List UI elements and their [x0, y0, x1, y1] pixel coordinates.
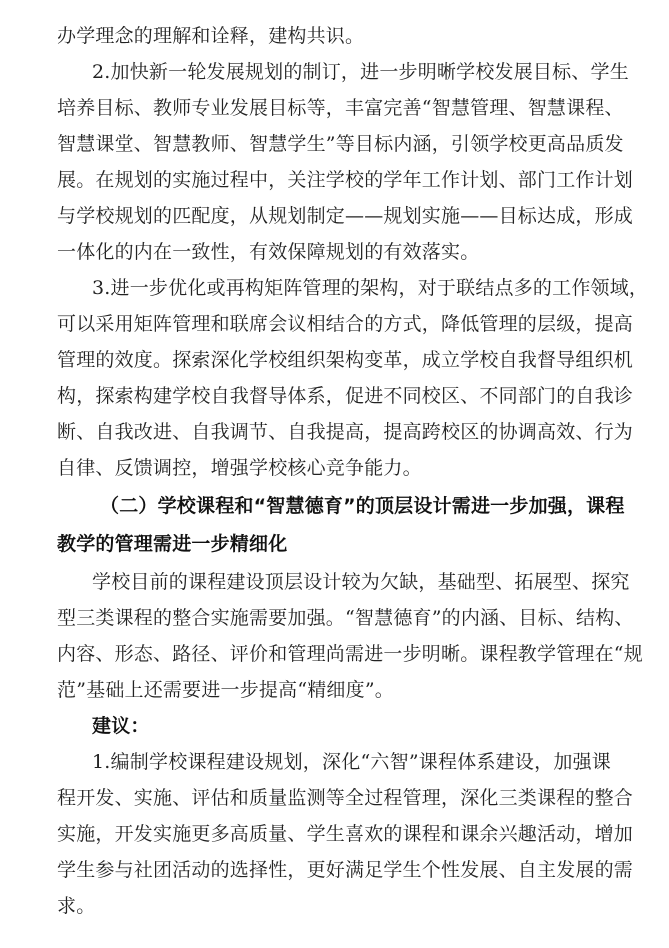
body-text-line: 培养目标、教师专业发展目标等，丰富完善“智慧管理、智慧课程、: [57, 97, 624, 119]
body-text-line: 内容、形态、路径、评价和管理尚需进一步明晰。课程教学管理在“规: [57, 643, 643, 665]
section-heading-continued: 教学的管理需进一步精细化: [57, 533, 288, 555]
body-text-line: 构，探索构建学校自我督导体系，促进不同校区、不同部门的自我诊: [57, 385, 634, 407]
paragraph-3-first-line: 3.进一步优化或再构矩阵管理的架构，对于联结点多的工作领域，: [92, 277, 649, 299]
body-text-line: 型三类课程的整合实施需要加强。“智慧德育”的内涵、目标、结构、: [57, 607, 634, 629]
body-text-line: 展。在规划的实施过程中，关注学校的学年工作计划、部门工作计划: [57, 169, 634, 191]
paragraph-2-first-line: 2.加快新一轮发展规划的制订，进一步明晰学校发展目标、学生: [92, 61, 629, 83]
body-text-line: 智慧课堂、智慧教师、智慧学生”等目标内涵，引领学校更高品质发: [57, 133, 624, 155]
body-text-line: 管理的效度。探索深化学校组织架构变革，成立学校自我督导组织机: [57, 349, 634, 371]
body-text-line: 断、自我改进、自我调节、自我提高，提高跨校区的协调高效、行为: [57, 421, 634, 443]
body-text-line: 程开发、实施、评估和质量监测等全过程管理，深化三类课程的整合: [57, 787, 634, 809]
body-text-line: 办学理念的理解和诠释，建构共识。: [57, 25, 365, 47]
body-text-line: 自律、反馈调控，增强学校核心竞争能力。: [57, 457, 422, 479]
body-text-line: 范”基础上还需要进一步提高“精细度”。: [57, 679, 394, 701]
section-heading: （二）学校课程和“智慧德育”的顶层设计需进一步加强，课程: [100, 495, 625, 517]
suggestion-1-first-line: 1.编制学校课程建设规划，深化“六智”课程体系建设，加强课: [92, 751, 611, 773]
body-text-line: 可以采用矩阵管理和联席会议相结合的方式，降低管理的层级，提高: [57, 313, 634, 335]
body-text-line: 求。: [57, 895, 96, 917]
body-text-line: 与学校规划的匹配度，从规划制定——规划实施——目标达成，形成: [57, 205, 634, 227]
body-text-line: 一体化的内在一致性，有效保障规划的有效落实。: [57, 241, 480, 263]
body-text-line: 学校目前的课程建设顶层设计较为欠缺，基础型、拓展型、探究: [92, 571, 630, 593]
body-text-line: 学生参与社团活动的选择性，更好满足学生个性发展、自主发展的需: [57, 859, 634, 881]
body-text-line: 实施，开发实施更多高质量、学生喜欢的课程和课余兴趣活动，增加: [57, 823, 634, 845]
suggestion-label: 建议：: [92, 715, 150, 737]
